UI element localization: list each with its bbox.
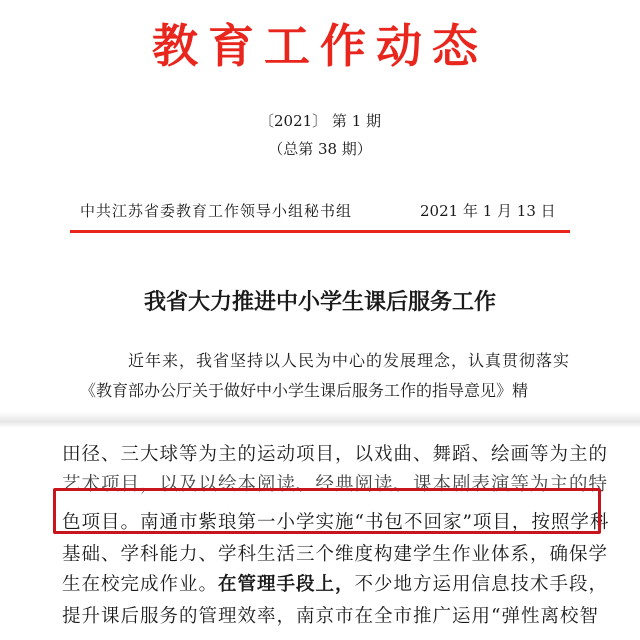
body-line: 基础、学科能力、学科生活三个维度构建学生作业体系，确保学 (62, 544, 609, 565)
paragraph-line-2: 《教育部办公厅关于做好中小学生课后服务工作的指导意见》精 (80, 381, 529, 400)
page-break (0, 412, 640, 428)
body-line: 色项目。南通市紫琅第一小学实施“书包不回家”项目，按照学科 (62, 512, 610, 533)
body-line-compound (62, 570, 608, 596)
total-issue-number: （总第 38 期） (268, 140, 372, 158)
bold-phrase: 在管理手段上， (218, 574, 355, 595)
body-text: 生在校完成作业。 (62, 574, 219, 595)
red-divider (70, 230, 570, 233)
body-line: 艺术项目，以及以绘本阅读、经典阅读、课本剧表演等为主的特 (62, 474, 609, 495)
body-text: 不少地方运用信息技术手段， (354, 574, 609, 595)
body-line: 田径、三大球等为主的运动项目，以戏曲、舞蹈、绘画等为主的 (62, 444, 609, 465)
body-line: 提升课后服务的管理效率，南京市在全市推广运用“弹性离校智 (62, 606, 599, 627)
highlight-box (53, 488, 601, 534)
article-headline: 我省大力推进中小学生课后服务工作 (143, 290, 496, 315)
masthead-title: 教育工作动态 (152, 19, 488, 73)
paragraph-line-1: 近年来，我省坚持以人民为中心的发展理念，认真贯彻落实 (128, 351, 571, 370)
issuing-organization: 中共江苏省委教育工作领导小组秘书组 (80, 202, 353, 220)
issue-date: 2021 年 1 月 13 日 (420, 202, 556, 220)
issue-number: 〔2021〕 第 1 期 (258, 112, 382, 130)
